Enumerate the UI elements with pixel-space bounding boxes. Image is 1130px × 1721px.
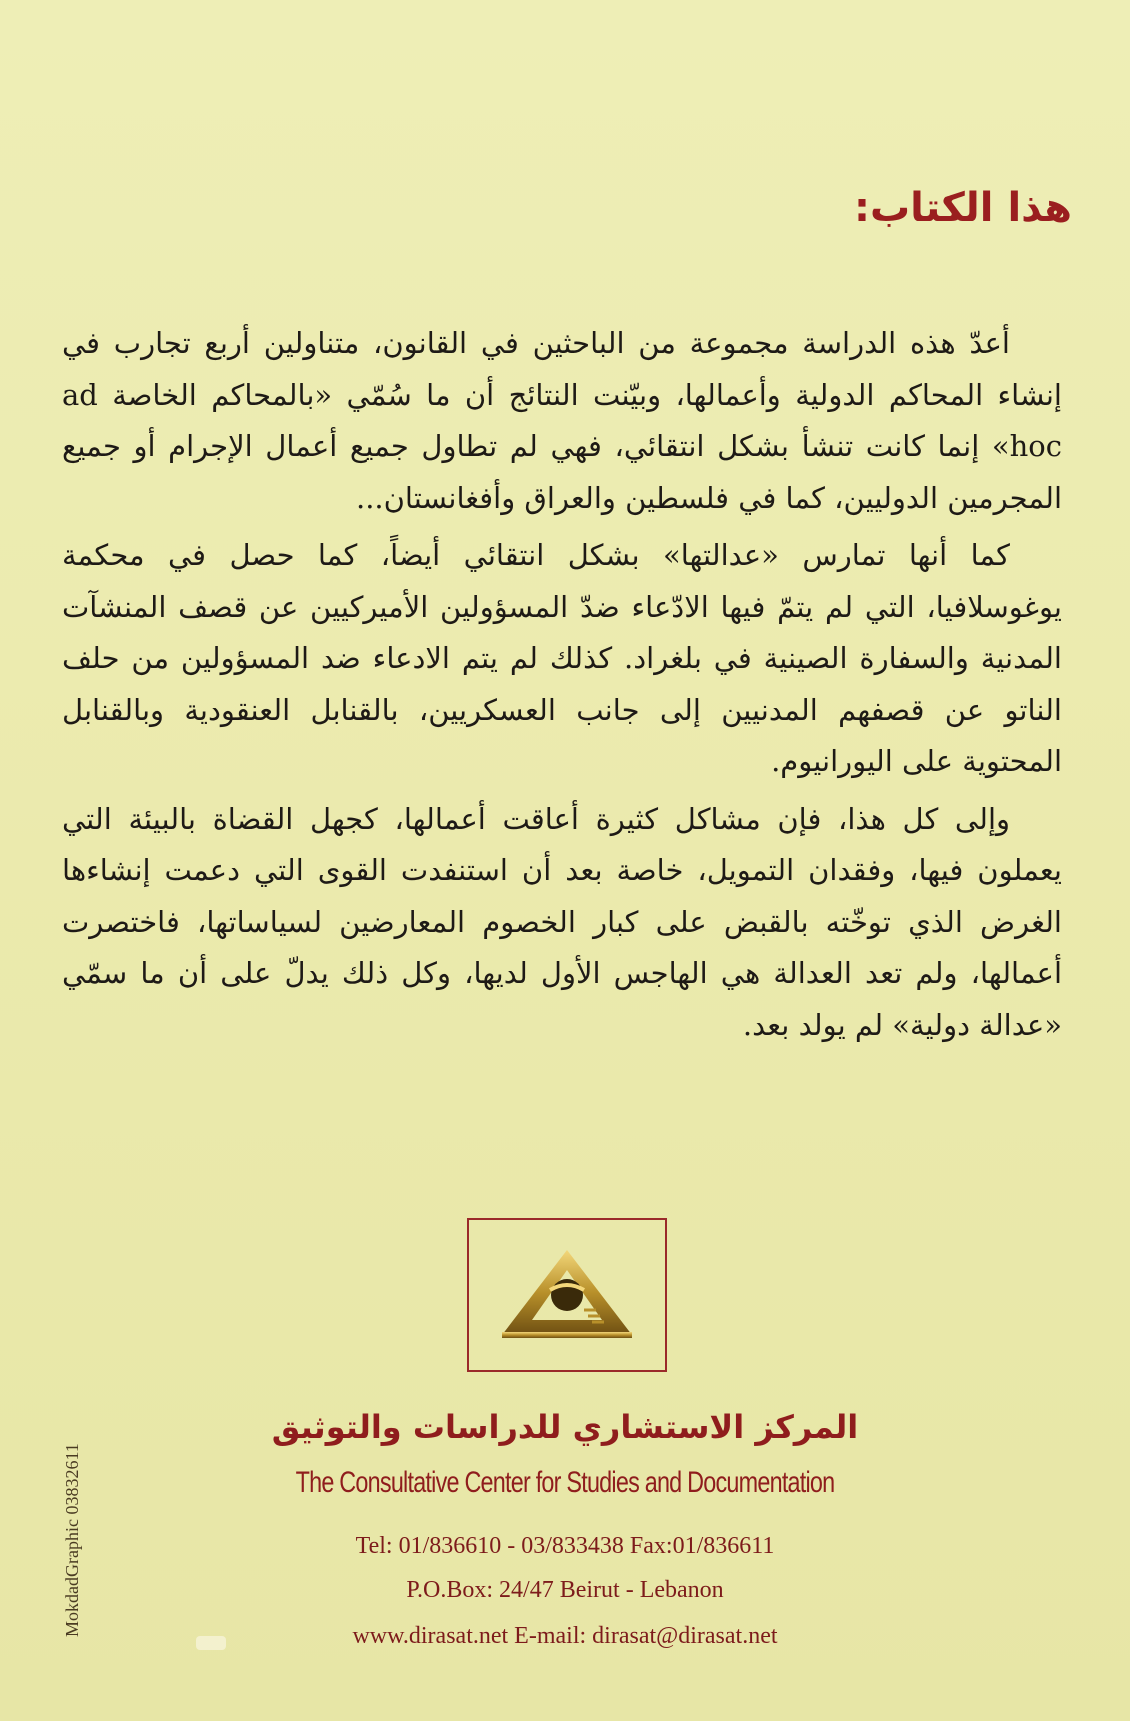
paragraph-3: وإلى كل هذا، فإن مشاكل كثيرة أعاقت أعمالها، كجهل القضاة بالبيئة التي يعملون فيها، وفقدان التمويل، خاصة بعد أن استنفدت القوى التي دعمت إنشاءها الغرض الذي توخّته بالقبض على كبار الخصوم المعارضين لسياساتها، فاختصرت أعمالها، ولم تعد العدالة هي الهاجس الأول لديها، وكل ذلك يدلّ على أن ما سمّي «عدالة دولية» لم يولد بعد.	[62, 801, 1062, 1042]
paragraph-2: كما أنها تمارس «عدالتها» بشكل انتقائي أيضاً، كما حصل في محكمة يوغوسلافيا، التي لم يتمّ فيها الادّعاء ضدّ المسؤولين الأميركيين عن قصف المنشآت المدنية والسفارة الصينية في بلغراد. كذلك لم يتم الادعاء ضد المسؤولين من حلف الناتو عن قصفهم المدنيين إلى جانب العسكريين، بالقنابل العنقودية وبالقنابل المحتوية على اليورانيوم.	[62, 538, 1062, 778]
publisher-phone: Tel: 01/836610 - 03/833438 Fax:01/836611	[355, 1533, 775, 1559]
publisher-web-email: www.dirasat.net E-mail: dirasat@dirasat.net	[352, 1623, 778, 1649]
side-credit: MokdadGraphic 03832611	[62, 1443, 82, 1637]
publisher-logo-icon	[492, 1240, 642, 1350]
publisher-name-english: The Consultative Center for Studies and Documentation	[295, 1466, 835, 1499]
publisher-logo-frame	[467, 1218, 667, 1372]
section-heading: هذا الكتاب:	[853, 185, 1072, 231]
paragraph-1: أعدّ هذه الدراسة مجموعة من الباحثين في القانون، متناولين أربع تجارب في إنشاء المحاكم الدولية وأعمالها، وبيّنت النتائج أن ما سُمّي «بالمحاكم الخاصة ad hoc» إنما كانت تنشأ بشكل انتقائي، فهي لم تطاول جميع أعمال الإجرام أو جميع المجرمين الدوليين، كما في فلسطين والعراق وأفغانستان...	[62, 326, 1062, 515]
label-sticker	[196, 1636, 226, 1650]
blurb-text	[62, 318, 1062, 1057]
publisher-name-arabic: المركز الاستشاري للدراسات والتوثيق	[271, 1408, 859, 1446]
publisher-address: P.O.Box: 24/47 Beirut - Lebanon	[406, 1577, 724, 1603]
